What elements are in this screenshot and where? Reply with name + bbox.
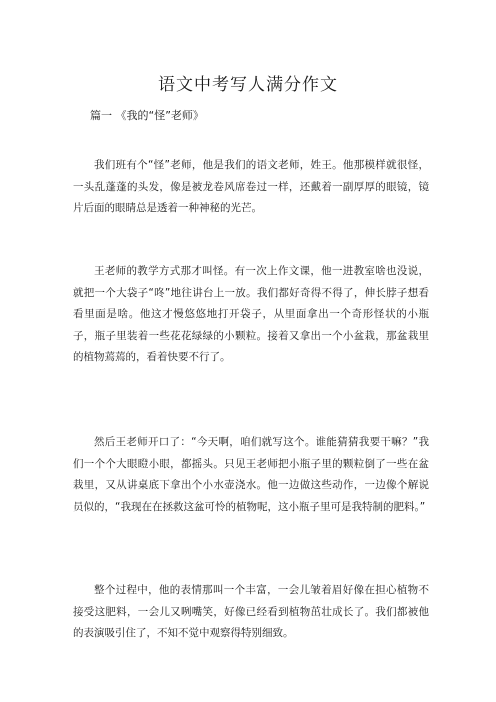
essay-heading: 篇一 《我的“怪”老师》 [90, 109, 204, 122]
paragraph-1: 我们班有个“怪”老师，他是我们的语文老师，姓王。他那模样就很怪，一头乱蓬蓬的头发，像是被龙卷风席卷过一样，还戴着一副厚厚的眼镜，镜片后面的眼睛总是透着一种神秘的光芒。 [73, 159, 429, 214]
paragraph-4: 整个过程中，他的表情那叫一个丰富，一会儿皱着眉好像在担心植物不接受这肥料，一会儿又咧嘴笑，好像已经看到植物茁壮成长了。我们都被他的表演吸引住了，不知不觉中观察得特别细致。 [73, 584, 429, 639]
paragraph-3: 然后王老师开口了：“今天啊，咱们就写这个。谁能猜猜我要干嘛？”我们一个个大眼瞪小眼，都摇头。只见王老师把小瓶子里的颗粒倒了一些在盆栽里，又从讲桌底下拿出个小水壶浇水。他一边做这些动作，一边像个解说员似的，“我现在在拯救这盆可怜的植物呢，这小瓶子里可是我特制的肥料。” [73, 436, 429, 513]
document-title: 语文中考写人满分作文 [158, 75, 338, 95]
paragraph-2: 王老师的教学方式那才叫怪。有一次上作文课，他一进教室啥也没说，就把一个大袋子“咚”地往讲台上一放。我们都好奇得不得了，伸长脖子想看看里面是啥。他这才慢悠悠地打开袋子，从里面拿出一个奇形怪状的小瓶子，瓶子里装着一些花花绿绿的小颗粒。接着又拿出一个小盆栽，那盆栽里的植物蔫蔫的，看着快要不行了。 [73, 265, 429, 363]
